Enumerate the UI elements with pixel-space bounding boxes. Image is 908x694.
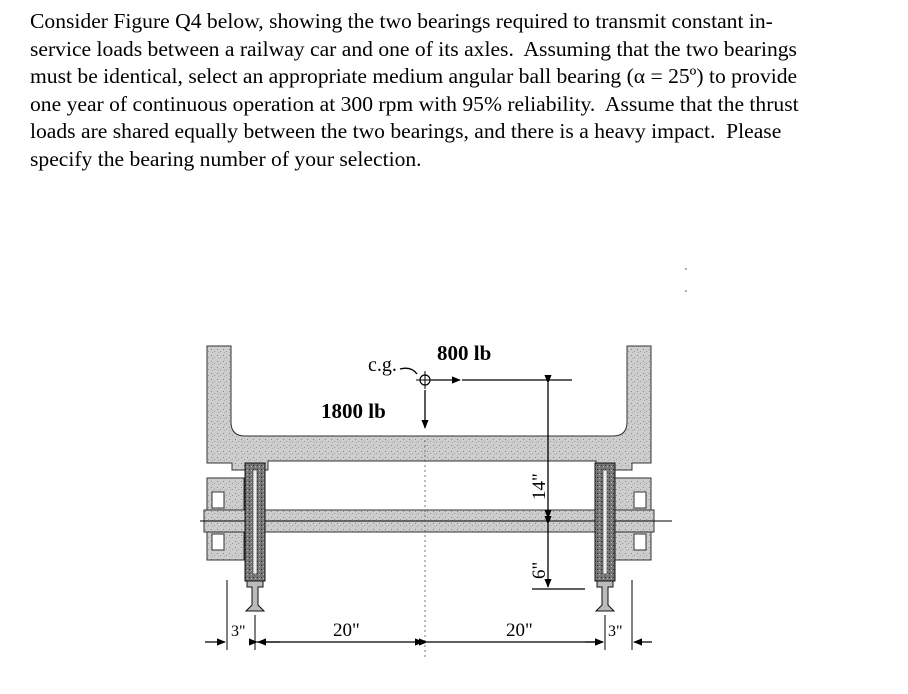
left-offset-label: 3": [231, 623, 246, 640]
right-bearing-ball: [634, 492, 646, 508]
vertical-load-label: 1800 lb: [321, 399, 386, 423]
problem-line: one year of continuous operation at 300 rpm with 95% reliability. Assume that the thrust: [30, 91, 799, 116]
left-wheel-web: [253, 470, 257, 574]
height-axle-label: 6": [529, 561, 550, 579]
height-cg-label: 14": [529, 473, 550, 500]
cg-leader-line: [400, 368, 417, 374]
cg-label: c.g.: [368, 354, 397, 376]
left-span-label: 20": [333, 620, 360, 641]
right-offset-label: 3": [608, 623, 623, 640]
stray-dot: [685, 268, 687, 270]
right-rail: [596, 581, 614, 611]
stray-dot: [685, 290, 687, 292]
problem-line: must be identical, select an appropriate medium angular ball bearing (α = 25º) to provide: [30, 64, 798, 88]
problem-line: Consider Figure Q4 below, showing the two bearings required to transmit constant in-: [30, 9, 773, 33]
right-span-label: 20": [506, 620, 533, 641]
car-body: [207, 346, 651, 470]
problem-line: loads are shared equally between the two bearings, and there is a heavy impact. Please: [30, 119, 782, 143]
left-rail: [246, 581, 264, 611]
right-bearing-ball: [634, 534, 646, 550]
problem-line: service loads between a railway car and one of its axles. Assuming that the two bearings: [30, 36, 797, 61]
left-bearing-ball: [212, 534, 224, 550]
problem-line: specify the bearing number of your selection.: [30, 146, 422, 171]
left-bearing-ball: [212, 492, 224, 508]
right-wheel-web: [603, 470, 607, 574]
horizontal-load-label: 800 lb: [437, 341, 492, 365]
